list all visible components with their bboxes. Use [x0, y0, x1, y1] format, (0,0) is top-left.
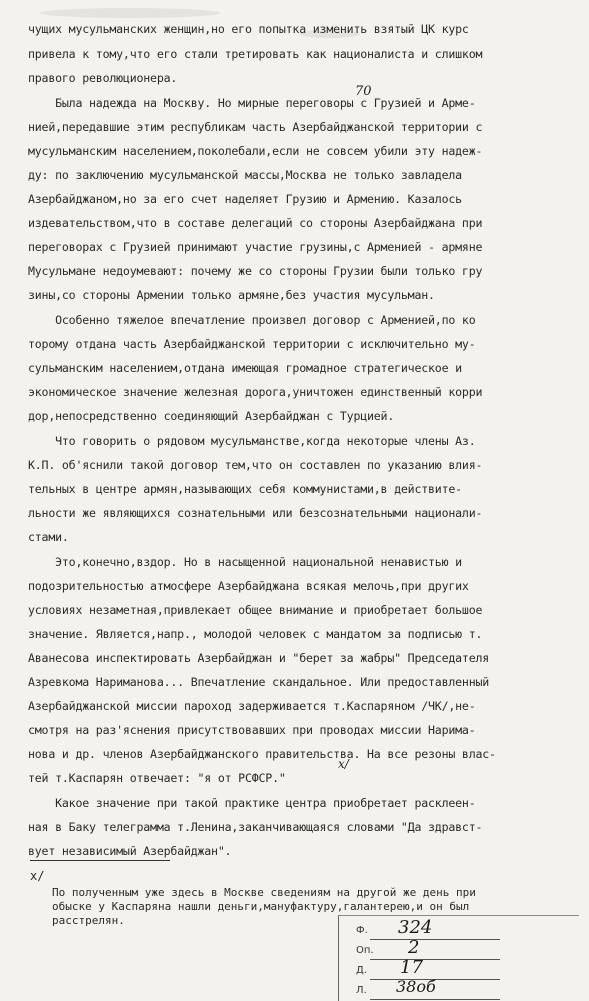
text-line: нова и др. членов Азербайджанского правительства. На все резоны влас-	[28, 747, 496, 761]
text-line: К.П. об'яснили такой договор тем,что он составлен по указанию влия-	[28, 458, 483, 472]
stamp-value-fond: 324	[398, 917, 433, 938]
text-line: условиях незаметная,привлекает общее внимание и приобретает большое	[28, 603, 483, 617]
stamp-value-opis: 2	[408, 937, 420, 958]
text-line: значение. Является,напр., молодой человек с мандатом за подписью т.	[28, 627, 483, 641]
text-line: торому отдана часть Азербайджанской территории с исключительно му-	[28, 337, 476, 351]
text-line: Что говорить о рядовом мусульманстве,когда некоторые члены Аз.	[28, 434, 476, 448]
text-line: зины,со стороны Армении только армяне,без участия мусульман.	[28, 288, 435, 302]
text-line: Была надежда на Москву. Но мирные переговоры с Грузией и Арме-	[28, 96, 476, 110]
text-line: Азербайджаном,но за его счет наделяет Грузию и Армению. Казалось	[28, 192, 462, 206]
stamp-line	[370, 959, 500, 960]
text-line: смотря на раз'яснения присутствовавших при проводах миссии Нарима-	[28, 723, 476, 737]
stamp-value-delo: 17	[400, 957, 423, 978]
text-line: Азербайджанской миссии пароход задерживается т.Каспаряном /ЧК/,не-	[28, 699, 476, 713]
text-line: ду: по заключению мусульманской массы,Москва не только завладела	[28, 168, 462, 182]
text-line: льности же являющихся сознательными или безсознательными национали-	[28, 506, 483, 520]
footnote-mark: x/	[30, 869, 45, 883]
text-line: дор,непосредственно соединяющий Азербайджан с Турцией.	[28, 409, 395, 423]
text-line: чущих мусульманских женщин,но его попытка изменить взятый ЦК курс	[28, 22, 469, 36]
stamp-label-opis: Оп.	[356, 945, 374, 956]
text-line: тельных в центре армян,называющих себя коммунистами,в действите-	[28, 482, 462, 496]
archive-stamp	[338, 915, 578, 1000]
footnote-line: По полученным уже здесь в Москве сведениям на другой же день при	[52, 886, 476, 899]
stamp-label-fond: Ф.	[356, 925, 368, 936]
text-line: переговорах с Грузией принимают участие грузины,с Арменией - армяне	[28, 240, 483, 254]
text-line: Особенно тяжелое впечатление произвел договор с Арменией,по ко	[28, 313, 476, 327]
text-line: привела к тому,что его стали третировать как националиста и слишком	[28, 47, 483, 61]
text-line: Азревкома Нариманова... Впечатление скандальное. Или предоставленный	[28, 675, 490, 689]
stamp-value-list: 38об	[396, 977, 436, 996]
text-line: стами.	[28, 530, 69, 544]
text-line: мусульманским населением,поколебали,если не совсем убили эту надеж-	[28, 144, 483, 158]
footnote-rule	[30, 860, 170, 861]
text-line: Мусульмане недоумевают: почему же со стороны Грузии были только гру	[28, 264, 483, 278]
stamp-line	[370, 939, 500, 940]
text-line: сульманским населением,отдана имеющая громадное стратегическое и	[28, 361, 462, 375]
text-line: вует независимый Азербайджан".	[28, 844, 232, 858]
paper-scuff	[40, 8, 220, 18]
text-line: ная в Баку телеграмма т.Ленина,заканчивающаяся словами "Да здравст-	[28, 820, 483, 834]
stamp-label-list: Л.	[356, 985, 367, 996]
footnote-reference-mark: x/	[338, 757, 349, 771]
text-line: тей т.Каспарян отвечает: "я от РСФСР."	[28, 771, 286, 785]
text-line: нией,передавшие этим республикам часть Азербайджанской территории с	[28, 120, 483, 134]
stamp-label-delo: Д.	[356, 965, 367, 976]
stamp-border	[338, 915, 579, 1001]
handwritten-page-number: 70	[355, 84, 372, 99]
footnote-line: обыске у Каспаряна нашли деньги,мануфактуру,галантерею,и он был	[52, 900, 470, 913]
text-line: Какое значение при такой практике центра приобретает расклеен-	[28, 796, 476, 810]
text-line: экономическое значение железная дорога,уничтожен единственный корри	[28, 385, 483, 399]
text-line: Это,конечно,вздор. Но в насыщенной национальной ненавистью и	[28, 555, 462, 569]
text-line: Аванесова инспектировать Азербайджан и "берет за жабры" Председателя	[28, 651, 490, 665]
footnote-line: расстрелян.	[52, 914, 125, 927]
text-line: издевательством,что в составе делегаций со стороны Азербайджана при	[28, 216, 483, 230]
text-line: подозрительностью атмосфере Азербайджана всякая мелочь,при других	[28, 579, 469, 593]
text-line: правого революционера.	[28, 71, 178, 85]
